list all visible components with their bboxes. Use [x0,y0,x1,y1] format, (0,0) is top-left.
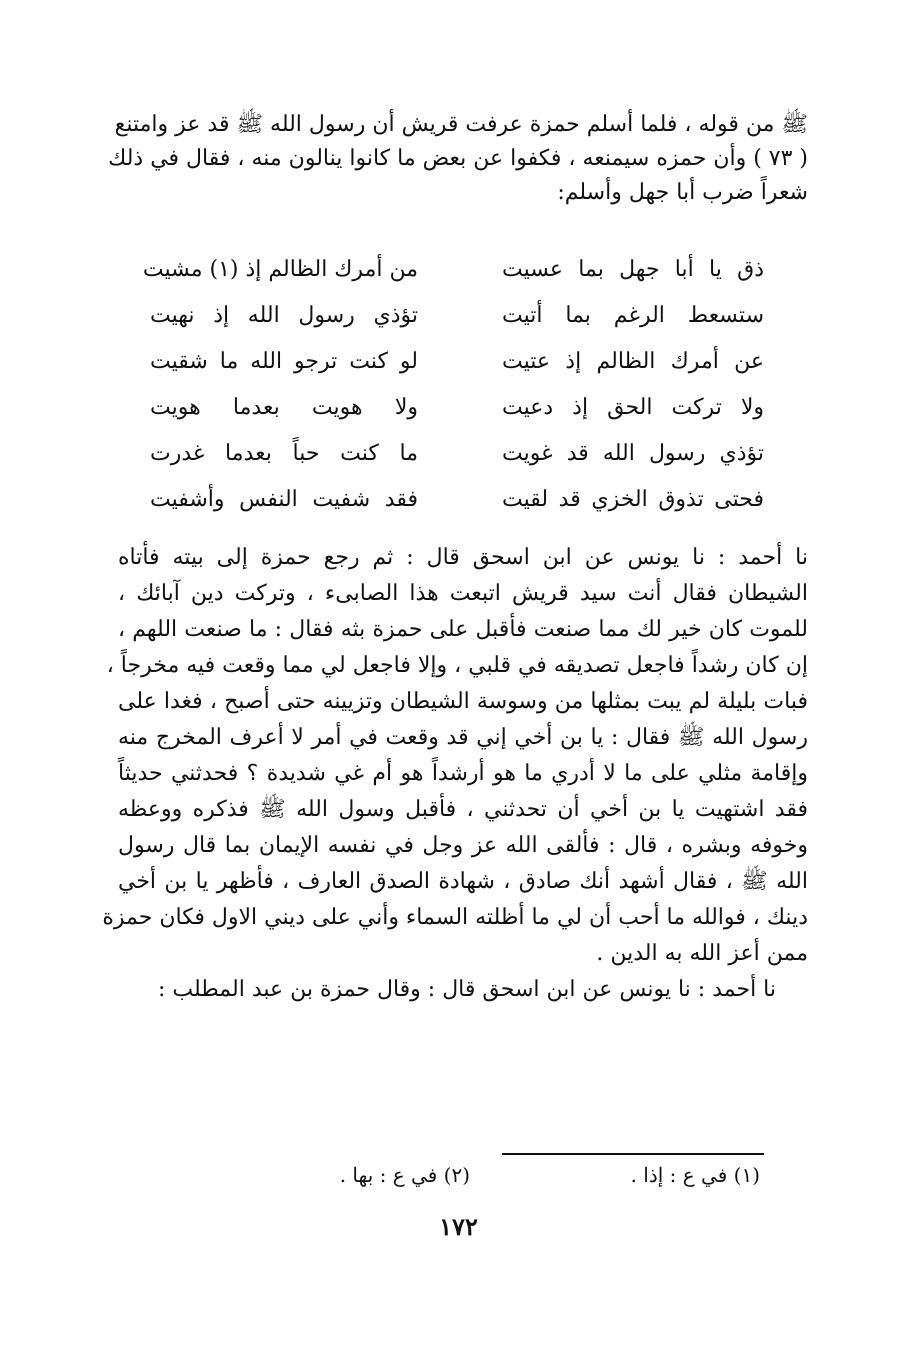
verse: لو كنت ترجو الله ما شقيت [150,349,418,374]
page-body [108,110,808,212]
body-line: دينك ، فوالله ما أحب أن لي ما أظلته السماء وأني على ديني الاول فكان حمزة [102,905,808,930]
verse: ما كنت حباً بعدما غدرت [150,441,418,466]
body-line: وخوفه وبشره ، قال : فألقى الله عز وجل في نفسه الإيمان بما قال رسول [118,833,808,858]
footnote-2: (٢) في ع : بها . [339,1163,470,1187]
body-line: للموت كان خير لك مما صنعت فأقبل على حمزة بثه فقال : ما صنعت اللهم ، [118,617,808,642]
verse: تؤذي رسول الله إذ نهيت [150,303,418,328]
intro-line: شعراً ضرب أبا جهل وأسلم: [557,180,808,205]
body-line: ممن أعز الله به الدين . [596,941,808,966]
footnote-1: (١) في ع : إذا . [630,1163,760,1187]
body-line: وإقامة مثلي على ما لا أدري ما هو أرشداً هو أم غي شديدة ؟ فحدثني حديثاً [118,761,808,786]
verse: ولا تركت الحق إذ دعيت [502,395,764,420]
closing-line: نا أحمد : نا يونس عن ابن اسحق قال : وقال حمزة بن عبد المطلب : [157,977,776,1002]
narrative-paragraph [102,540,809,1008]
intro-line: ( ٧٣ ) وأن حمزه سيمنعه ، فكفوا عن بعض ما كانوا ينالون منه ، فقال في ذلك [108,146,808,171]
verse: فقد شفيت النفس وأشفيت [150,487,418,512]
poem-left-column [142,255,418,531]
verse: من أمرك الظالم إذ (١) مشيت [142,257,418,282]
verse: تؤذي رسول الله قد غويت [502,441,764,466]
verse: فحتى تذوق الخزي قد لقيت [502,487,764,512]
body-line: الشيطان فقال أنت سيد قريش اتبعت هذا الصابىء ، وتركت دين آبائك ، [118,581,808,606]
poem-right-column [502,255,764,531]
verse: عن أمرك الظالم إذ عتيت [502,349,764,374]
body-line: نا أحمد : نا يونس عن ابن اسحق قال : ثم رجع حمزة إلى بيته فأتاه [118,545,808,570]
body-line: الله ﷺ ، فقال أشهد أنك صادق ، شهادة الصدق العارف ، فأظهر يا بن أخي [118,869,808,894]
body-line: فبات بليلة لم يبت بمثلها من وسوسة الشيطان وتزيينه حتى أصبح ، فغدا على [118,689,809,714]
body-line: فقد اشتهيت يا بن أخي أن تحدثني ، فأقبل وسول الله ﷺ فذكره ووعظه [118,797,808,822]
intro-paragraph [108,110,808,208]
poem [118,255,808,535]
verse: ذق يا أبا جهل بما عسيت [502,257,764,282]
verse: ولا هويت بعدما هويت [150,395,418,420]
body-line: إن كان رشداً فاجعل تصديقه في قلبي ، وإلا فاجعل لي مما وقعت فيه مخرجاً ، [106,653,808,678]
verse: ستسعط الرغم بما أتيت [502,303,764,328]
intro-line: ﷺ من قوله ، فلما أسلم حمزة عرفت قريش أن رسول الله ﷺ قد عز وامتنع [114,112,808,137]
body-line: رسول الله ﷺ فقال : يا بن أخي إني قد وقعت في أمر لا أعرف المخرج منه [118,725,808,750]
footnotes [300,1163,760,1193]
footnote-divider [502,1153,764,1155]
page-number: ١٧٢ [439,1212,478,1241]
